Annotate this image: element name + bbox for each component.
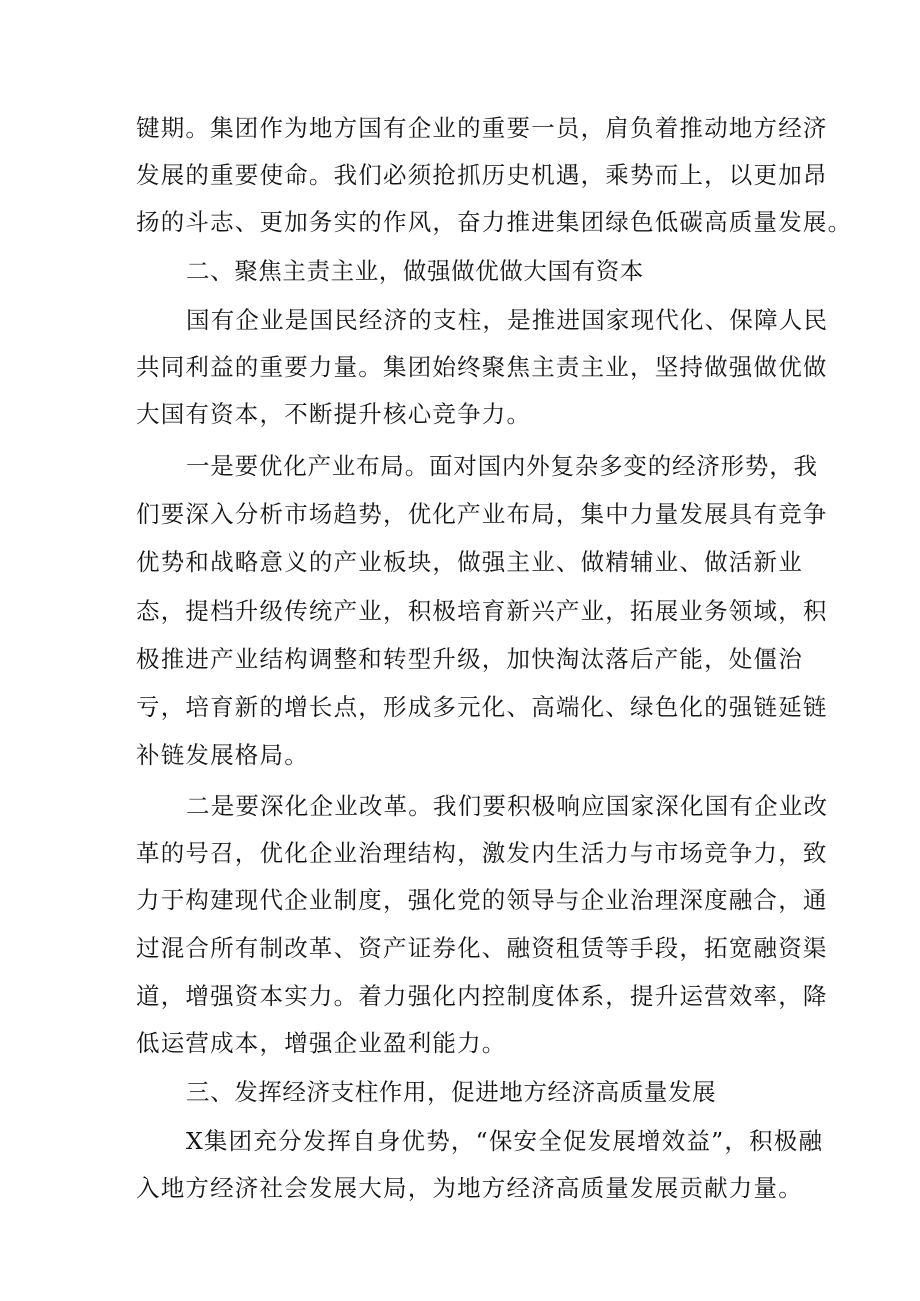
paragraph-line: 低运营成本，增强企业盈利能力。: [136, 1029, 507, 1057]
paragraph-line: 道，增强资本实力。着力强化内控制度体系，提升运营效率，降: [136, 982, 828, 1010]
paragraph-line: 发展的重要使命。我们必须抢抓历史机遇，乘势而上，以更加昂: [136, 161, 828, 189]
paragraph-line: 大国有资本，不断提升核心竞争力。: [136, 400, 532, 428]
paragraph-line: 键期。集团作为地方国有企业的重要一员，肩负着推动地方经济: [136, 114, 828, 142]
paragraph-line: 共同利益的重要力量。集团始终聚焦主责主业，坚持做强做优做: [136, 353, 828, 381]
paragraph-line: 补链发展格局。: [136, 741, 309, 769]
paragraph-line: 革的号召，优化企业治理结构，激发内生活力与市场竞争力，致: [136, 839, 828, 867]
paragraph-line: 一是要优化产业布局。面对国内外复杂多变的经济形势，我: [186, 452, 818, 480]
paragraph-line: 过混合所有制改革、资产证券化、融资租赁等手段，拓宽融资渠: [136, 934, 828, 962]
paragraph-line: 亏，培育新的增长点，形成多元化、高端化、绿色化的强链延链: [136, 693, 828, 721]
paragraph-line: 国有企业是国民经济的支柱，是推进国家现代化、保障人民: [186, 306, 829, 334]
section-heading: 三、发挥经济支柱作用，促进地方经济高质量发展: [186, 1078, 717, 1106]
section-heading: 二、聚焦主责主业，做强做优做大国有资本: [186, 257, 644, 285]
paragraph-line: 们要深入分析市场趋势，优化产业布局，集中力量发展具有竞争: [136, 500, 828, 528]
paragraph-line: 力于构建现代企业制度，强化党的领导与企业治理深度融合，通: [136, 886, 828, 914]
paragraph-line: X集团充分发挥自身优势，“保安全促发展增效益”，积极融: [186, 1127, 824, 1155]
paragraph-line: 极推进产业结构调整和转型升级，加快淘汰落后产能，处僵治: [136, 645, 803, 673]
paragraph-line: 扬的斗志、更加务实的作风，奋力推进集团绿色低碳高质量发展。: [136, 208, 853, 236]
paragraph-line: 态，提档升级传统产业，积极培育新兴产业，拓展业务领域，积: [136, 597, 828, 625]
paragraph-line: 优势和战略意义的产业板块，做强主业、做精辅业、做活新业: [136, 548, 803, 576]
paragraph-line: 二是要深化企业改革。我们要积极响应国家深化国有企业改: [186, 792, 829, 820]
paragraph-line: 入地方经济社会发展大局，为地方经济高质量发展贡献力量。: [136, 1174, 803, 1202]
